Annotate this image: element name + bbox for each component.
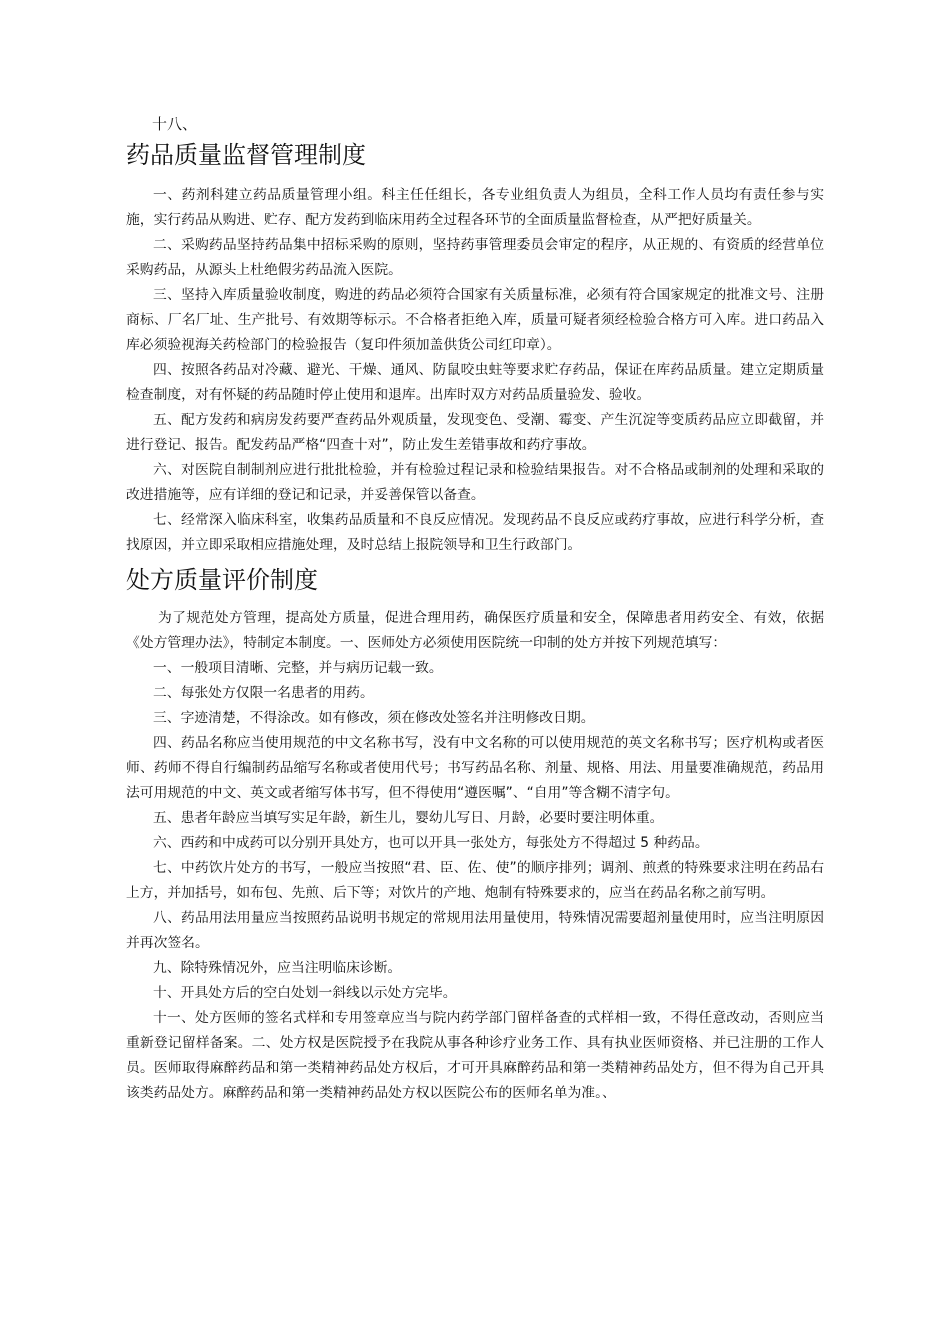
paragraph: 八、药品用法用量应当按照药品说明书规定的常规用法用量使用，特殊情况需要超剂量使用时，应当注明原因并再次签名。 [126,910,824,951]
paragraph: 七、经常深入临床科室，收集药品质量和不良反应情况。发现药品不良反应或药疗事故，应进行科学分析，查找原因，并立即采取相应措施处理，及时总结上报院领导和卫生行政部门。 [126,512,824,553]
paragraph: 六、西药和中成药可以分别开具处方，也可以开具一张处方，每张处方不得超过 5 种药品。 [153,835,709,851]
paragraph: 六、对医院自制制剂应进行批批检验，并有检验过程记录和检验结果报告。对不合格品或制剂的处理和采取的改进措施等，应有详细的登记和记录，并妥善保管以备查。 [126,462,824,503]
paragraph: 九、除特殊情况外，应当注明临床诊断。 [153,960,402,976]
paragraph: 五、配方发药和病房发药要严查药品外观质量，发现变色、受潮、霉变、产生沉淀等变质药品应立即截留，并进行登记、报告。配发药品严格“四查十对”，防止发生差错事故和药疗事故。 [126,412,824,453]
paragraph: 五、患者年龄应当填写实足年龄，新生儿，婴幼儿写日、月龄，必要时要注明体重。 [153,810,664,826]
paragraph: 一、一般项目清晰、完整，并与病历记载一致。 [153,660,443,676]
paragraph: 三、坚持入库质量验收制度，购进的药品必须符合国家有关质量标准，必须有符合国家规定的批准文号、注册商标、厂名厂址、生产批号、有效期等标示。不合格者拒绝入库，质量可疑者须经检验合格方可入库。进口药品入库必须验视海关药检部门的检验报告（复印件须加盖供货公司红印章）。 [126,287,824,353]
section-number: 十八、 [152,115,198,133]
section-title: 药品质量监督管理制度 [126,141,366,169]
section-title: 处方质量评价制度 [126,566,318,594]
paragraph: 四、药品名称应当使用规范的中文名称书写，没有中文名称的可以使用规范的英文名称书写；医疗机构或者医师、药师不得自行编制药品缩写名称或者使用代号；书写药品名称、剂量、规格、用法、用量要准确规范，药品用法可用规范的中文、英文或者缩写体书写，但不得使用“遵医嘱”、“自用”等含糊不清字句。 [126,735,824,801]
paragraph: 一、药剂科建立药品质量管理小组。科主任任组长，各专业组负责人为组员，全科工作人员均有责任参与实施，实行药品从购进、贮存、配方发药到临床用药全过程各环节的全面质量监督检查，从严把好质量关。 [126,187,824,228]
paragraph: 二、采购药品坚持药品集中招标采购的原则，坚持药事管理委员会审定的程序，从正规的、有资质的经营单位采购药品，从源头上杜绝假劣药品流入医院。 [126,237,824,278]
section-drug-quality-supervision [126,137,824,558]
paragraph: 三、字迹清楚，不得涂改。如有修改，须在修改处签名并注明修改日期。 [153,710,595,726]
paragraph: 十、开具处方后的空白处划一斜线以示处方完毕。 [153,985,457,1001]
document-page [126,112,824,1106]
paragraph: 二、每张处方仅限一名患者的用药。 [153,685,374,701]
paragraph: 十一、处方医师的签名式样和专用签章应当与院内药学部门留样备查的式样相一致，不得任意改动，否则应当重新登记留样备案。二、处方权是医院授予在我院从事各种诊疗业务工作、具有执业医师资格、并已注册的工作人员。医师取得麻醉药品和第一类精神药品处方权后，才可开具麻醉药品和第一类精神药品处方，但不得为自己开具该类药品处方。麻醉药品和第一类精神药品处方权以医院公布的医师名单为准。、 [126,1010,824,1101]
paragraph: 四、按照各药品对冷藏、避光、干燥、通风、防鼠咬虫蛀等要求贮存药品，保证在库药品质量。建立定期质量检查制度，对有怀疑的药品随时停止使用和退库。出库时双方对药品质量验发、验收。 [126,362,824,403]
section-prescription-quality-evaluation [126,562,824,1106]
paragraph: 七、中药饮片处方的书写，一般应当按照“君、臣、佐、使”的顺序排列；调剂、煎煮的特殊要求注明在药品右上方，并加括号，如布包、先煎、后下等；对饮片的产地、炮制有特殊要求的，应当在药品名称之前写明。 [126,860,824,901]
intro-paragraph: 为了规范处方管理，提高处方质量，促进合理用药，确保医疗质量和安全，保障患者用药安全、有效，依据《处方管理办法》，特制定本制度。一、医师处方必须使用医院统一印制的处方并按下列规范填写： [126,610,824,651]
